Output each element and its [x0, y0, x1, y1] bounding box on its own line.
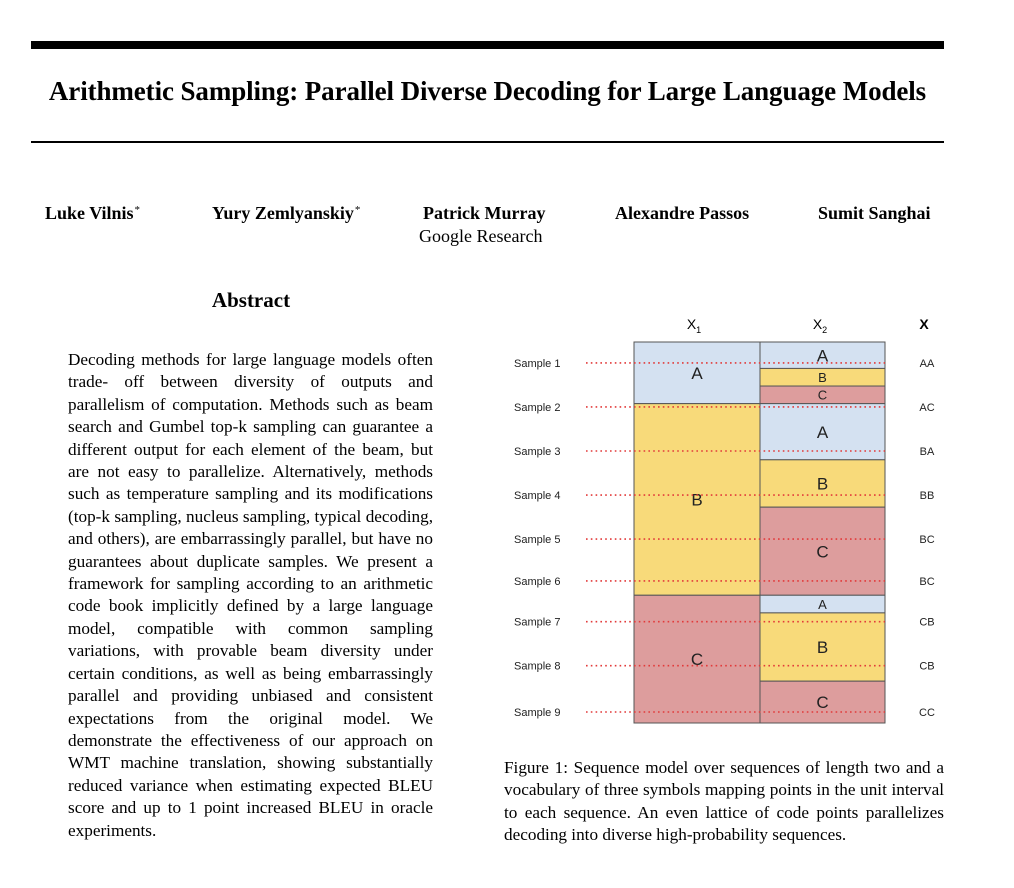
abstract-heading: Abstract — [211, 288, 291, 312]
author-3 — [423, 203, 545, 224]
x2-segment-label: B — [816, 638, 829, 658]
x2-segment-label: B — [818, 369, 827, 385]
sample-label: Sample 8 — [514, 660, 561, 673]
sample-label: Sample 4 — [514, 490, 561, 503]
author-2 — [212, 203, 360, 224]
author-name: Alexandre Passos — [615, 203, 750, 223]
paper-title: Arithmetic Sampling: Parallel Diverse Decoding for Large Language Models — [48, 76, 927, 106]
x2-segment-label: A — [818, 596, 827, 612]
x1-segment-label: A — [691, 363, 703, 383]
author-1 — [45, 203, 140, 224]
x1-header: $X_1$ — [686, 316, 702, 335]
x1-segment-label: C — [690, 650, 704, 670]
sample-output-sequence: CB — [919, 616, 935, 629]
x2-segment-label: C — [816, 693, 829, 713]
x2-segment-label: C — [816, 542, 829, 562]
sample-output-sequence: CB — [919, 660, 935, 673]
equal-contribution-mark: * — [134, 204, 141, 216]
sample-label: Sample 5 — [514, 534, 561, 547]
x1-segment-label: B — [691, 490, 703, 510]
x2-segment-label: C — [817, 387, 828, 403]
x2-segment-label: B — [816, 474, 829, 494]
sample-label: Sample 6 — [514, 575, 561, 588]
author-name: Yury Zemlyanskiy — [212, 203, 354, 223]
sample-output-sequence: CC — [919, 706, 935, 719]
sample-output-sequence: AA — [919, 357, 935, 370]
x-output-header: X — [919, 316, 929, 332]
x2-header: $X_2$ — [812, 316, 828, 335]
author-5 — [818, 203, 931, 224]
sample-output-sequence: BB — [919, 490, 935, 503]
sample-label: Sample 9 — [514, 706, 561, 719]
sample-label: Sample 1 — [514, 357, 561, 370]
top-rule — [31, 41, 944, 49]
author-4 — [615, 203, 749, 224]
affiliation: Google Research — [419, 226, 543, 246]
figure-1-arithmetic-codebook-diagram — [500, 305, 960, 735]
sample-output-sequence: AC — [919, 401, 935, 414]
sample-output-sequence: BC — [919, 575, 935, 588]
figure-caption: Figure 1: Sequence model over sequences of length two and a vocabulary of three symbols mapping points in the unit interval to each sequence. An even lattice of code points parallelizes decoding into diverse high-probability sequences. — [504, 758, 944, 845]
sample-output-sequence: BA — [919, 446, 935, 459]
equal-contribution-mark: * — [354, 204, 361, 216]
title-bottom-rule — [31, 141, 944, 143]
author-name: Sumit Sanghai — [818, 203, 931, 223]
author-name: Patrick Murray — [423, 203, 546, 223]
x2-segment-label: A — [816, 422, 829, 442]
sample-label: Sample 2 — [514, 401, 561, 414]
sample-label: Sample 7 — [514, 616, 561, 629]
sample-output-sequence: BC — [919, 534, 935, 547]
abstract-body: Decoding methods for large language models often trade- off between diversity of outputs and parallelism of computation. Methods such as beam search and Gumbel top-k sampling can guarantee a different output for each element of the beam, but are not easy to parallelize. Alternatively, methods such as temperature sampling and its modifications (top-k sampling, nucleus sampling, typical decoding, and others), are embarrassingly parallel, but have no guarantees about duplicate samples. We present a framework for sampling according to an arithmetic code book implicitly defined by a large language model, compatible with common sampling variations, with provable beam diversity under certain conditions, as well as being embarrassingly parallel and providing unbiased and consistent expectations from the original model. We demonstrate the effectiveness of our approach on WMT machine translation, showing substantially reduced variance when estimating expected BLEU score and up to 1 point increased BLEU in oracle experiments. — [68, 350, 433, 840]
author-name: Luke Vilnis — [45, 203, 134, 223]
x2-segment-label: A — [816, 346, 829, 366]
sample-label: Sample 3 — [514, 446, 561, 459]
